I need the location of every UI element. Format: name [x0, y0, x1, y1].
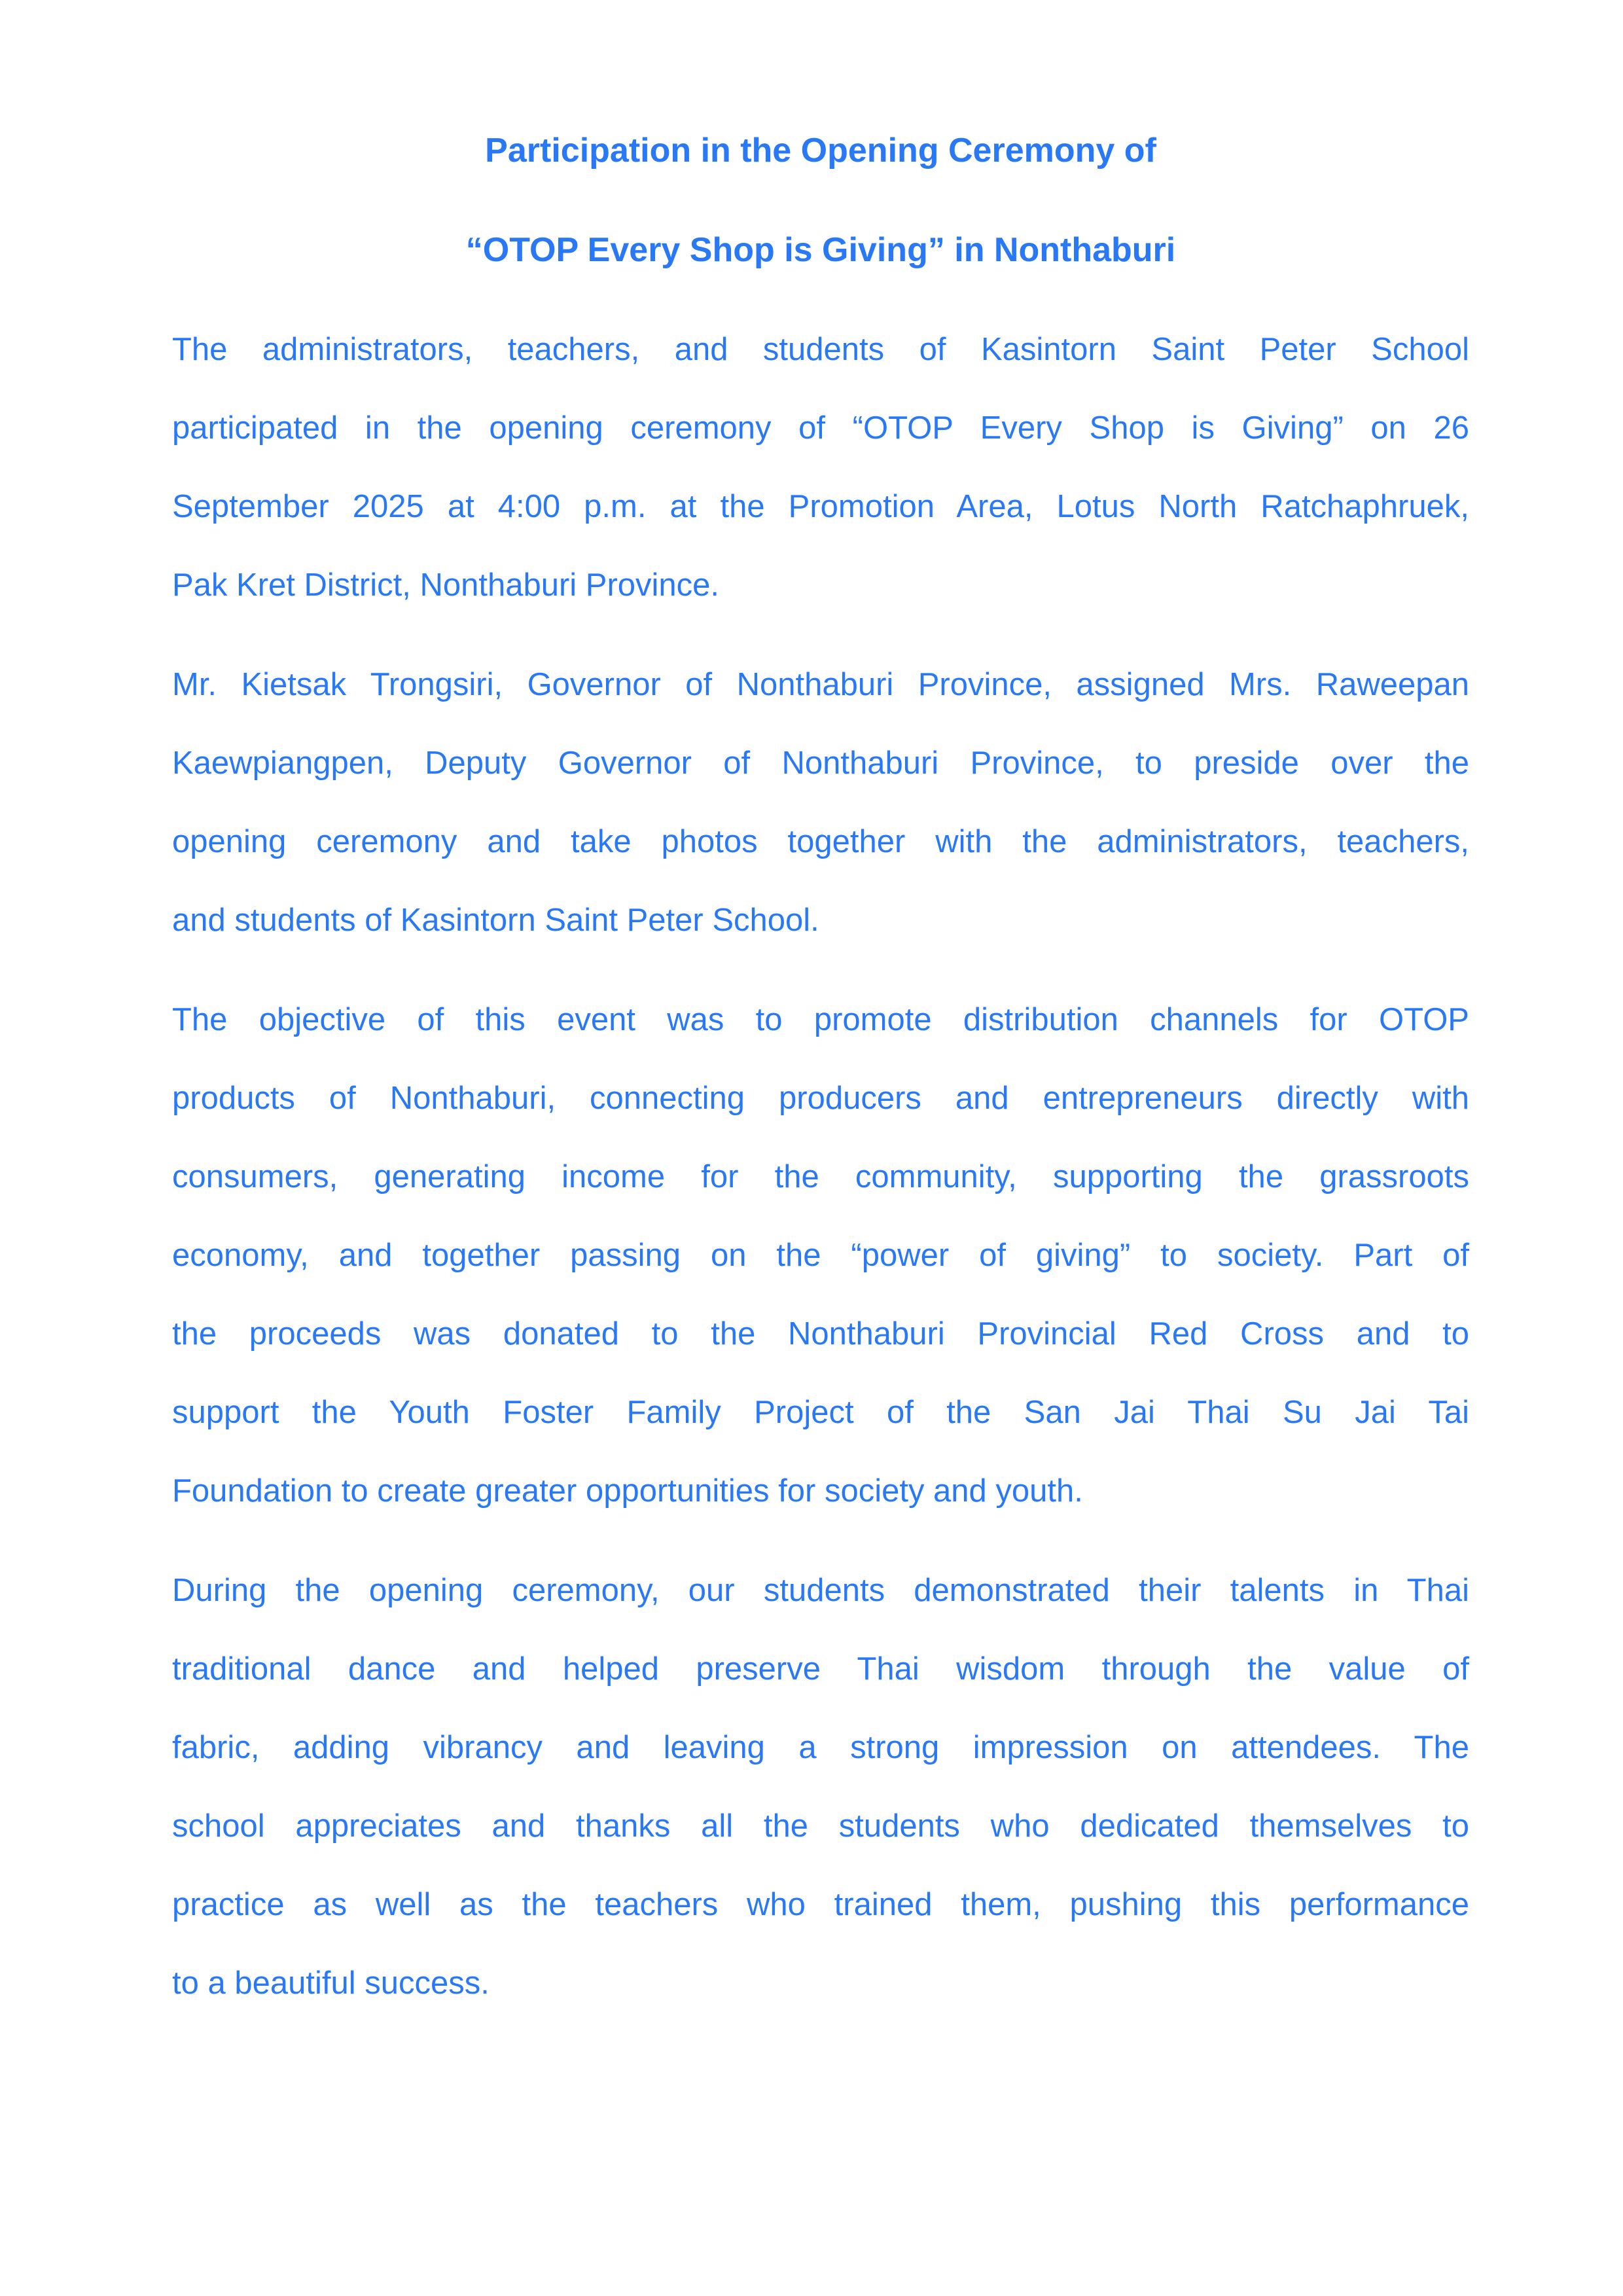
paragraph-line: During the opening ceremony, our students demonstrated their talents in Thai [172, 1573, 1469, 1608]
paragraph-line: practice as well as the teachers who trained them, pushing this performance [172, 1887, 1469, 1922]
paragraph-line: Pak Kret District, Nonthaburi Province. [172, 567, 720, 603]
paragraph-line: economy, and together passing on the “power of giving” to society. Part of [172, 1238, 1469, 1273]
paragraph-3 [172, 980, 1469, 1530]
paragraph-line: the proceeds was donated to the Nonthaburi Provincial Red Cross and to [172, 1316, 1469, 1352]
paragraph-line: school appreciates and thanks all the students who dedicated themselves to [172, 1808, 1469, 1844]
paragraph-line: opening ceremony and take photos together with the administrators, teachers, [172, 824, 1469, 859]
paragraph-line: The objective of this event was to promote distribution channels for OTOP [172, 1002, 1469, 1037]
body-text [172, 310, 1469, 2022]
title-line-1: Participation in the Opening Ceremony of [485, 132, 1156, 170]
paragraph-4 [172, 1551, 1469, 2022]
paragraph-line: Kaewpiangpen, Deputy Governor of Nonthaburi Province, to preside over the [172, 745, 1469, 781]
paragraph-line: traditional dance and helped preserve Thai wisdom through the value of [172, 1651, 1469, 1687]
paragraph-line: The administrators, teachers, and students of Kasintorn Saint Peter School [172, 332, 1469, 367]
document-page [172, 111, 1469, 2022]
paragraph-line: support the Youth Foster Family Project of the San Jai Thai Su Jai Tai [172, 1395, 1469, 1430]
paragraph-1 [172, 310, 1469, 624]
paragraph-line: products of Nonthaburi, connecting producers and entrepreneurs directly with [172, 1081, 1469, 1116]
title-line-2: “OTOP Every Shop is Giving” in Nonthaburi [465, 231, 1176, 269]
paragraph-line: to a beautiful success. [172, 1965, 490, 2001]
paragraph-line: fabric, adding vibrancy and leaving a strong impression on attendees. The [172, 1730, 1469, 1765]
paragraph-line: consumers, generating income for the community, supporting the grassroots [172, 1159, 1469, 1194]
paragraph-line: Foundation to create greater opportunities for society and youth. [172, 1473, 1083, 1509]
paragraph-line: and students of Kasintorn Saint Peter School. [172, 903, 819, 938]
paragraph-line: September 2025 at 4:00 p.m. at the Promotion Area, Lotus North Ratchaphruek, [172, 489, 1469, 524]
paragraph-line: participated in the opening ceremony of “OTOP Every Shop is Giving” on 26 [172, 410, 1469, 446]
paragraph-line: Mr. Kietsak Trongsiri, Governor of Nonthaburi Province, assigned Mrs. Raweepan [172, 667, 1469, 702]
paragraph-2 [172, 645, 1469, 960]
